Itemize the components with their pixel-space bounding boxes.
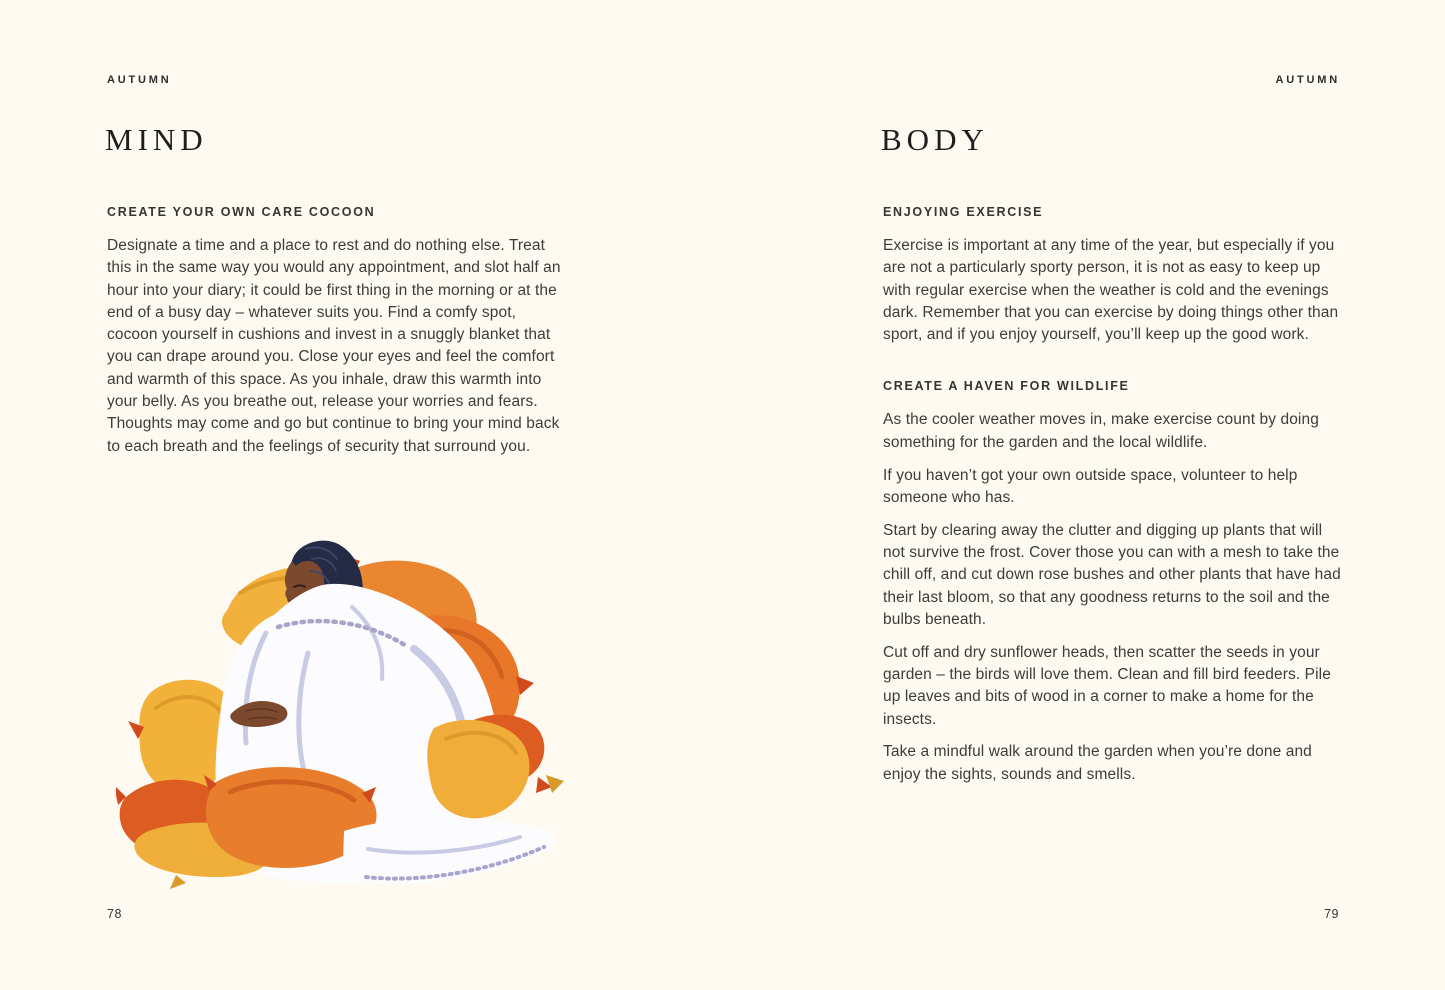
section-heading-care-cocoon: CREATE YOUR OWN CARE COCOON — [107, 205, 376, 219]
cushion-cocoon-svg — [116, 531, 570, 895]
body-paragraph: Exercise is important at any time of the year, but especially if you are not a particularly sporty person, it is not as easy to keep up with regular exercise when the weather is cold and the evenings dark. Remember that you can exercise by doing things other than sport, and if you enjoy yourself, you’ll keep up the good work. — [883, 237, 1339, 344]
body-paragraph: Take a mindful walk around the garden when you’re done and enjoy the sights, sounds and smells. — [883, 743, 1312, 783]
body-paragraph: If you haven’t got your own outside space, volunteer to help someone who has. — [883, 466, 1298, 506]
body-paragraph: As the cooler weather moves in, make exercise count by doing something for the garden and the local wildlife. — [883, 411, 1319, 451]
page-number-right: 79 — [1324, 907, 1339, 921]
chapter-title-body: BODY — [881, 122, 989, 157]
running-head-left: AUTUMN — [107, 74, 172, 86]
left-page-column — [107, 205, 569, 468]
running-head-right: AUTUMN — [1275, 74, 1340, 86]
page-number-left: 78 — [107, 907, 122, 921]
chapter-title-mind: MIND — [105, 122, 208, 157]
section-heading-enjoying-exercise: ENJOYING EXERCISE — [883, 205, 1044, 219]
right-page-column — [883, 205, 1345, 796]
body-paragraph: Cut off and dry sunflower heads, then scatter the seeds in your garden – the birds will love them. Clean and fill bird feeders. Pile up leaves and bits of wood in a corner to make a home for the insects. — [883, 643, 1331, 728]
body-paragraph: Start by clearing away the clutter and digging up plants that will not survive the frost. Cover those you can with a mesh to take the chill off, and cut down rose bushes and other plants that have had their last bloom, so that any goodness returns to the soil and the bulbs beneath. — [883, 521, 1341, 628]
cushion-cocoon-illustration — [116, 531, 570, 895]
body-paragraph: Designate a time and a place to rest and do nothing else. Treat this in the same way you would any appointment, and slot half an hour into your diary; it could be first thing in the morning or at the end of a busy day – whatever suits you. Find a comfy spot, cocoon yourself in cushions and invest in a snuggly blanket that you can drape around you. Close your eyes and feel the comfort and warmth of this space. As you inhale, draw this warmth into your belly. As you breathe out, release your worries and fears. Thoughts may come and go but continue to bring your mind back to each breath and the feelings of security that surround you. — [107, 237, 561, 455]
section-heading-haven-wildlife: CREATE A HAVEN FOR WILDLIFE — [883, 379, 1130, 394]
